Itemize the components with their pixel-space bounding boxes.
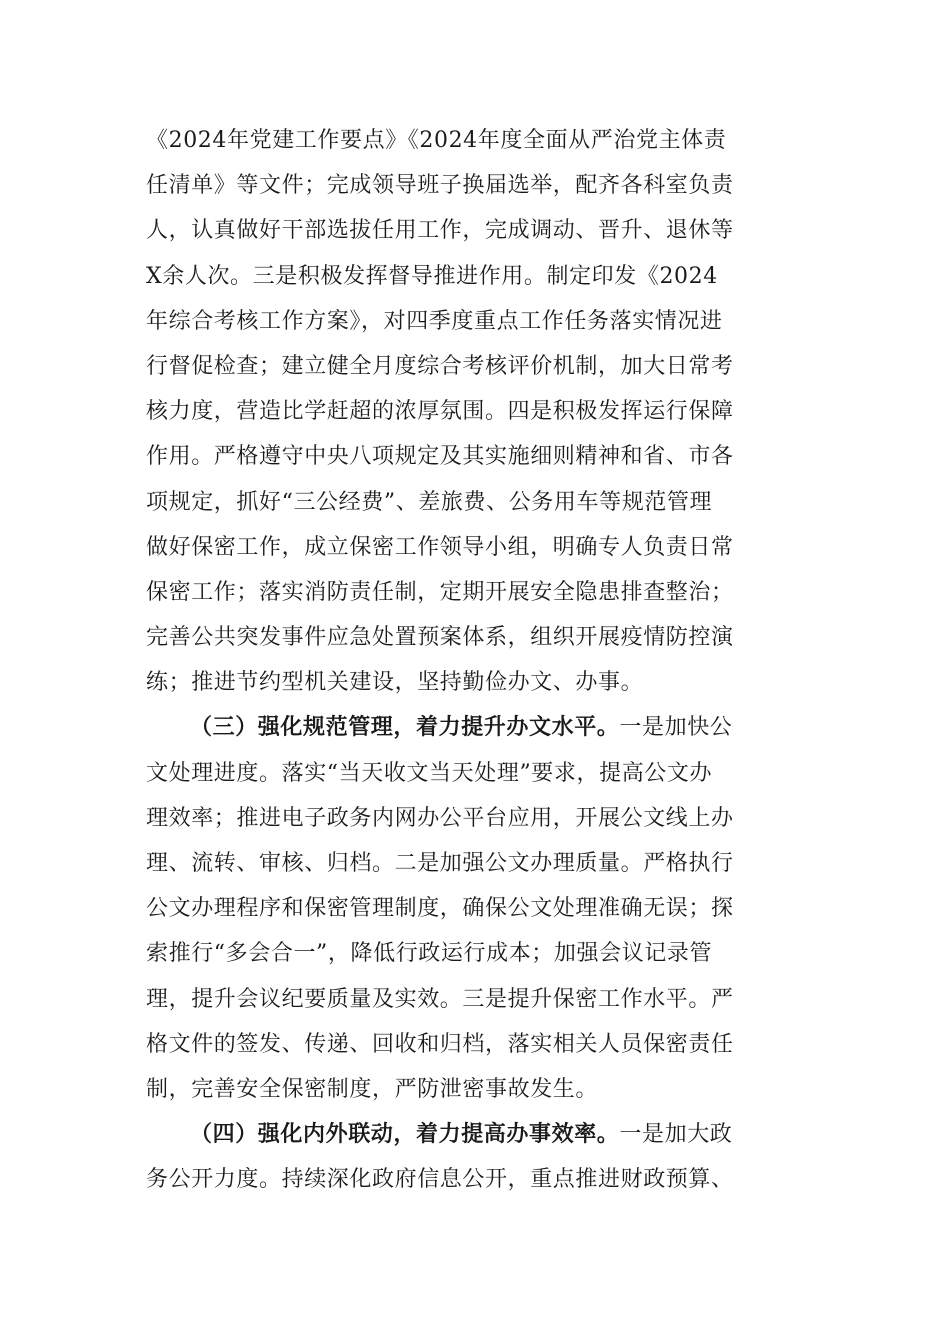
text-line: 完善公共突发事件应急处置预案体系，组织开展疫情防控演 bbox=[146, 625, 734, 651]
text-line: 项规定，抓好“三公经费”、差旅费、公务用车等规范管理 bbox=[146, 489, 713, 515]
text-line: 理、流转、审核、归档。二是加强公文办理质量。严格执行 bbox=[146, 851, 734, 876]
text-line bbox=[146, 1112, 810, 1157]
paragraph-2 bbox=[146, 705, 810, 1112]
text-line: 人，认真做好干部选拔任用工作，完成调动、晋升、退休等 bbox=[146, 218, 734, 244]
text-line: 年综合考核工作方案》，对四季度重点工作任务落实情况进 bbox=[146, 308, 723, 334]
text-line: 行督促检查；建立健全月度综合考核评价机制，加大日常考 bbox=[146, 353, 734, 379]
document-body bbox=[146, 118, 810, 1203]
section-heading: （四）强化内外联动，着力提高办事效率。 bbox=[190, 1121, 620, 1148]
paragraph-1 bbox=[146, 118, 810, 705]
text-line: 务公开力度。持续深化政府信息公开，重点推进财政预算、 bbox=[146, 1167, 734, 1193]
text-line: 核力度，营造比学赶超的浓厚氛围。四是积极发挥运行保障 bbox=[146, 399, 734, 425]
text-line: 理效率；推进电子政务内网办公平台应用，开展公文线上办 bbox=[146, 805, 734, 831]
text-line bbox=[146, 705, 810, 750]
text-line: 做好保密工作，成立保密工作领导小组，明确专人负责日常 bbox=[146, 534, 734, 560]
text-line: 制，完善安全保密制度，严防泄密事故发生。 bbox=[146, 1076, 599, 1102]
text-line: 理，提升会议纪要质量及实效。三是提升保密工作水平。严 bbox=[146, 986, 734, 1012]
text-span: 一是加大政 bbox=[619, 1122, 733, 1148]
text-line: 文处理进度。落实“当天收文当天处理”要求，提高公文办 bbox=[146, 760, 713, 786]
text-line: 公文办理程序和保密管理制度，确保公文处理准确无误；探 bbox=[146, 896, 734, 922]
text-line: 《2024年党建工作要点》《2024年度全面从严治党主体责 bbox=[146, 128, 727, 153]
text-line: 格文件的签发、传递、回收和归档，落实相关人员保密责任 bbox=[146, 1031, 734, 1057]
text-line: 任清单》等文件；完成领导班子换届选举，配齐各科室负责 bbox=[146, 173, 734, 199]
text-span: 一是加快公 bbox=[619, 715, 733, 741]
text-line: 作用。严格遵守中央八项规定及其实施细则精神和省、市各 bbox=[146, 444, 734, 470]
text-line: 索推行“多会合一”，降低行政运行成本；加强会议记录管 bbox=[146, 941, 713, 967]
paragraph-3 bbox=[146, 1112, 810, 1202]
text-line: X余人次。三是积极发挥督导推进作用。制定印发《2024 bbox=[146, 263, 718, 289]
text-line: 练；推进节约型机关建设，坚持勤俭办文、办事。 bbox=[146, 670, 644, 696]
section-heading: （三）强化规范管理，着力提升办文水平。 bbox=[190, 714, 620, 741]
text-line: 保密工作；落实消防责任制，定期开展安全隐患排查整治； bbox=[146, 579, 734, 605]
